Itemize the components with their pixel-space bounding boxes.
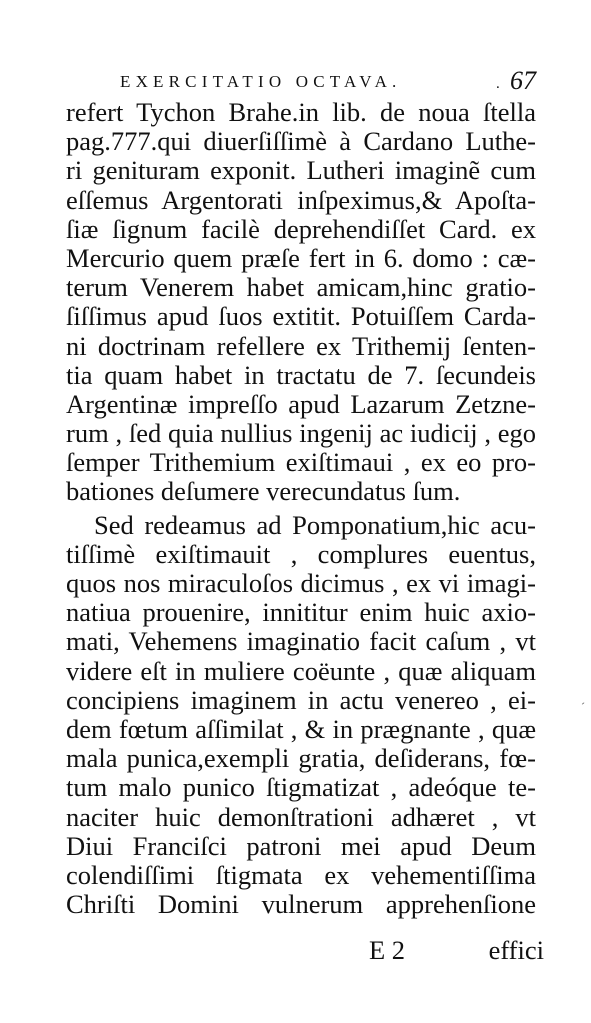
text-line: Mercurio quem præſe fert in 6. domo : cæ-: [66, 242, 536, 273]
text-line: natiua prouenire, innititur enim huic axio-: [66, 597, 536, 628]
margin-speck: ˊ: [581, 700, 585, 714]
text-line: bationes deſumere verecundatus ſum.: [66, 476, 461, 507]
text-line: videre eſt in muliere coëunte , quæ aliquam: [66, 655, 536, 686]
running-mark: .: [496, 76, 500, 92]
text-line: ri genituram exponit. Lutheri imaginẽ cum: [66, 155, 536, 186]
text-line: tiſſimè exiſtimauit , complures euentus,: [66, 538, 536, 569]
signature-mark: E 2: [369, 935, 406, 965]
paragraph-1: [66, 98, 536, 507]
text-line: naciter huic demonſtrationi adhæret , vt: [66, 801, 536, 832]
text-line: mala punica,exempli gratia, deſiderans, fœ-: [66, 743, 536, 774]
page-footer: [66, 935, 544, 969]
text-line: mati, Vehemens imaginatio facit caſum , vt: [66, 626, 536, 657]
text-line: ſiſſimus apud ſuos extitit. Potuiſſem Carda-: [66, 301, 536, 332]
running-title: EXERCITATIO OCTAVA.: [120, 72, 402, 91]
text-line: ſiæ ſignum facilè deprehendiſſet Card. ex: [66, 213, 536, 244]
text-line: Sed redeamus ad Pomponatium,hic acu-: [94, 509, 536, 540]
catchword: effici: [488, 935, 544, 965]
text-line: tum malo punico ſtigmatizat , adeóque te-: [66, 772, 536, 803]
text-line: eſſemus Argentorati inſpeximus,& Apoſta-: [66, 184, 536, 215]
text-line: ſemper Trithemium exiſtimaui , ex eo pro-: [66, 447, 536, 478]
text-line: ni doctrinam refellere ex Trithemij ſenten-: [66, 330, 536, 361]
text-line: tia quam habet in tractatu de 7. ſecundeis: [66, 359, 536, 390]
text-line: pag.777.qui diuerſiſſimè à Cardano Luthe-: [66, 126, 536, 157]
text-line: Chriſti Domini vulnerum apprehenſione: [66, 889, 536, 920]
text-line: refert Tychon Brahe.in lib. de noua ſtella: [66, 97, 536, 127]
text-line: rum , ſed quia nullius ingenij ac iudicij , ego: [66, 418, 536, 449]
body-text: [66, 98, 536, 919]
text-line: terum Venerem habet amicam,hinc gratio-: [66, 272, 536, 303]
text-line: concipiens imaginem in actu venereo , ei-: [66, 684, 536, 715]
paragraph-2: [66, 511, 536, 920]
text-line: dem fœtum aſſimilat , & in prægnante , quæ: [66, 713, 536, 744]
running-head: [112, 66, 536, 98]
text-line: colendiſſimi ſtigmata ex vehementiſſima: [66, 859, 536, 890]
text-line: quos nos miraculoſos dicimus , ex vi imagi-: [66, 568, 536, 598]
text-line: Argentinæ impreſſo apud Lazarum Zetzne-: [66, 388, 536, 419]
text-line: Diui Franciſci patroni mei apud Deum: [66, 830, 536, 861]
page-number: 67: [510, 66, 536, 95]
